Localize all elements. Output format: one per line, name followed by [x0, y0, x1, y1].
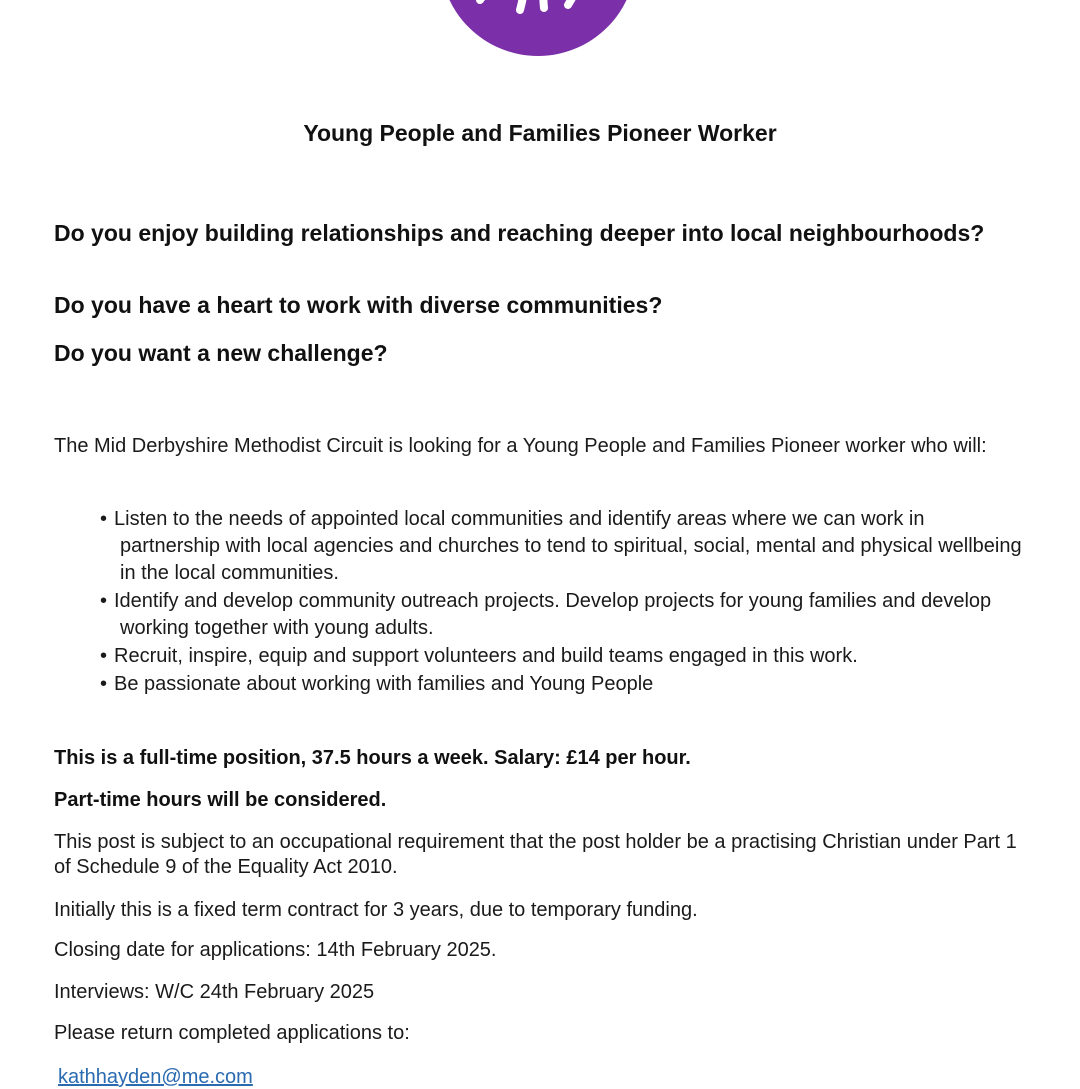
email-link[interactable]: kathhayden@me.com: [58, 1066, 253, 1088]
list-item: [86, 643, 1026, 670]
question-2: Do you have a heart to work with diverse communities?: [54, 292, 663, 318]
question-3: Do you want a new challenge?: [54, 340, 388, 366]
bullet-icon: •: [100, 590, 108, 612]
bullet-icon: •: [100, 673, 108, 695]
interview-date: Interviews: W/C 24th February 2025: [54, 981, 375, 1003]
responsibilities-list: [86, 506, 1026, 699]
occupational-requirement: This post is subject to an occupational requirement that the post holder be a practising Christian under Part 1 of Schedule 9 of the Equality Act 2010.: [54, 831, 1017, 878]
job-title: Young People and Families Pioneer Worker: [303, 120, 777, 146]
closing-date: Closing date for applications: 14th February 2025.: [54, 939, 497, 961]
list-item: [86, 588, 1026, 642]
list-item-text: Be passionate about working with families and Young People: [114, 673, 654, 695]
list-item: [86, 671, 1026, 698]
list-item-text: Listen to the needs of appointed local communities and identify areas where we can work in partnership with local agencies and churches to tend to spiritual, social, mental and physical wellbeing in the local communities.: [114, 508, 1022, 584]
return-instructions: Please return completed applications to:: [54, 1022, 410, 1044]
hours-salary: This is a full-time position, 37.5 hours a week. Salary: £14 per hour.: [54, 747, 691, 769]
contract-term: Initially this is a fixed term contract for 3 years, due to temporary funding.: [54, 899, 698, 921]
list-item: [86, 506, 1026, 587]
part-time-note: Part-time hours will be considered.: [54, 789, 387, 811]
bullet-icon: •: [100, 508, 108, 530]
intro-paragraph: The Mid Derbyshire Methodist Circuit is looking for a Young People and Families Pioneer worker who will:: [54, 435, 987, 457]
list-item-text: Recruit, inspire, equip and support volunteers and build teams engaged in this work.: [114, 645, 858, 667]
logo-flames-icon: [440, 0, 636, 56]
question-1: Do you enjoy building relationships and reaching deeper into local neighbourhoods?: [54, 220, 985, 246]
bullet-icon: •: [100, 645, 108, 667]
methodist-logo-icon: [440, 0, 636, 56]
list-item-text: Identify and develop community outreach projects. Develop projects for young families and develop working together with young adults.: [114, 590, 992, 639]
